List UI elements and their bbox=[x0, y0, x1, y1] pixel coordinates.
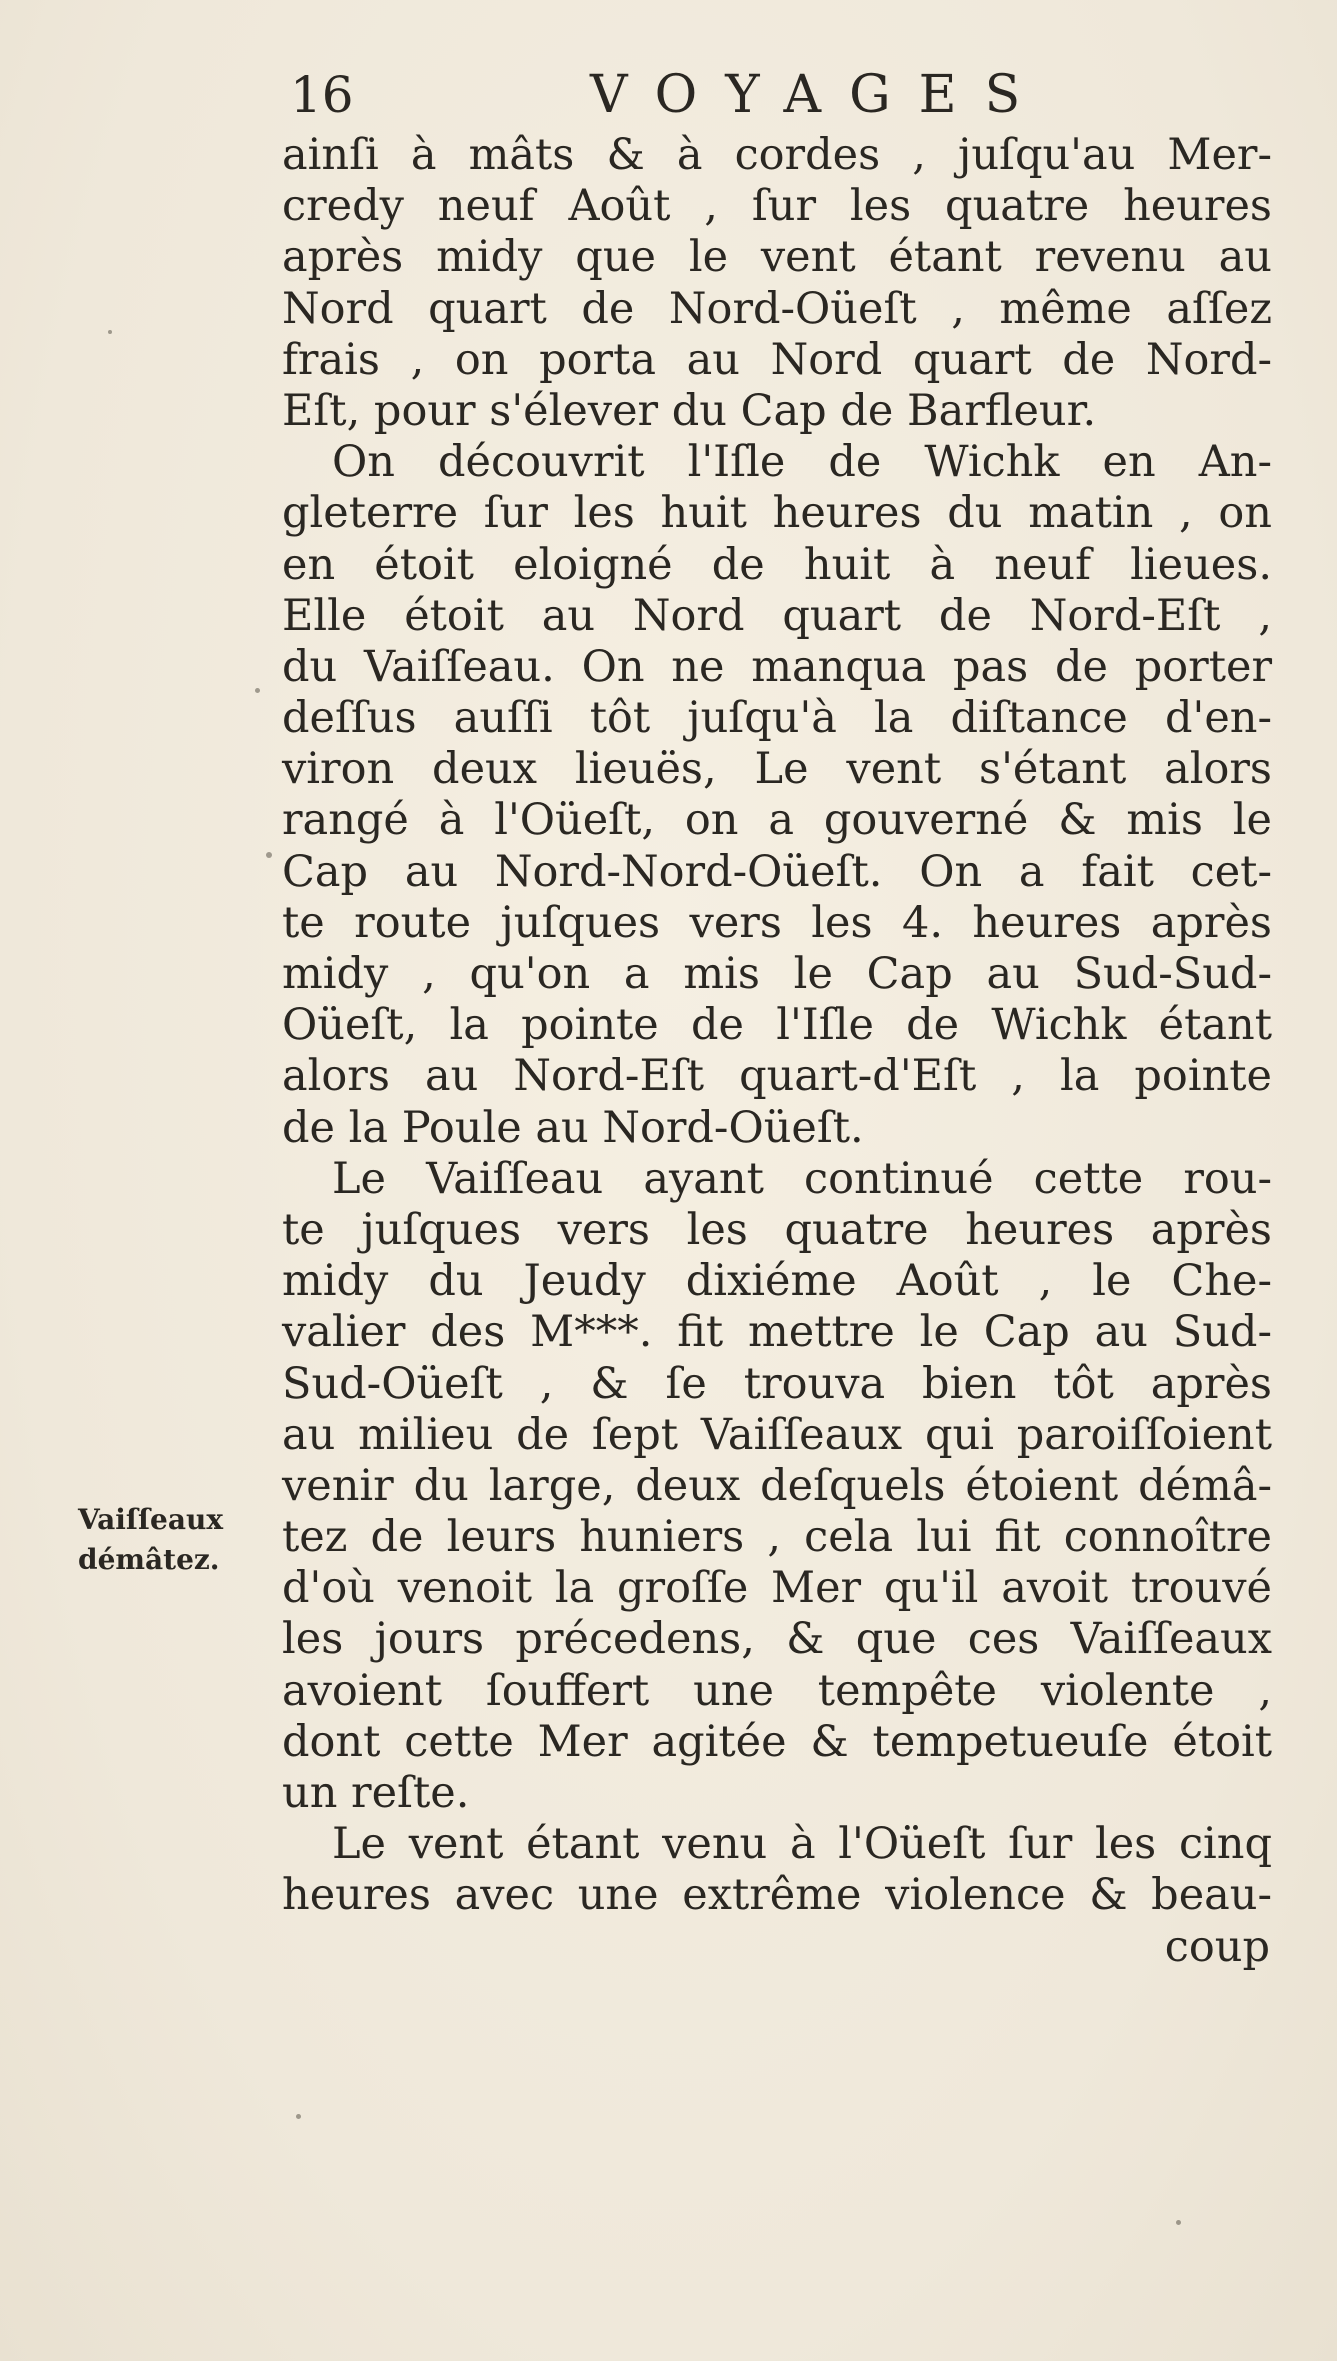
text-line: Le Vaiſſeau ayant continué cette rou- bbox=[332, 1153, 1272, 1204]
paper-speck bbox=[108, 330, 112, 334]
text-line: Le vent étant venu à l'Oüeſt ſur les cinq bbox=[332, 1819, 1272, 1870]
margin-note-line: démâtez. bbox=[78, 1543, 220, 1576]
margin-note-line: Vaiſſeaux bbox=[78, 1503, 224, 1536]
text-line: Eſt, pour s'élever du Cap de Barfleur. bbox=[282, 385, 1097, 436]
text-line: gleterre ſur les huit heures du matin , on bbox=[282, 488, 1272, 539]
body-text bbox=[282, 130, 1272, 1973]
text-line: Elle étoit au Nord quart de Nord-Eſt , bbox=[282, 590, 1272, 641]
text-line: rangé à l'Oüeſt, on a gouverné & mis le bbox=[282, 795, 1272, 846]
text-line: venir du large, deux deſquels étoient démâ- bbox=[282, 1460, 1272, 1511]
running-head bbox=[290, 60, 1049, 130]
text-line: dont cette Mer agitée & tempetueuſe étoit bbox=[282, 1716, 1272, 1767]
text-line: On découvrit l'Iſle de Wichk en An- bbox=[332, 437, 1272, 488]
text-line: midy du Jeudy dixiéme Août , le Che- bbox=[282, 1256, 1272, 1307]
margin-note bbox=[78, 1500, 278, 1580]
text-line: d'où venoit la groſſe Mer qu'il avoit trouvé bbox=[282, 1563, 1272, 1614]
text-line: du Vaiſſeau. On ne manqua pas de porter bbox=[282, 641, 1272, 692]
text-line: deſſus auſſi tôt juſqu'à la diſtance d'en- bbox=[282, 693, 1272, 744]
text-line: un reſte. bbox=[282, 1768, 470, 1818]
text-line: heures avec une extrême violence & beau- bbox=[282, 1870, 1272, 1921]
text-line: tez de leurs huniers , cela lui fit connoître bbox=[282, 1512, 1272, 1563]
text-line: te route juſques vers les 4. heures après bbox=[282, 897, 1272, 948]
text-line: les jours précedens, & que ces Vaiſſeaux bbox=[282, 1614, 1272, 1665]
text-line: credy neuf Août , ſur les quatre heures bbox=[282, 181, 1272, 232]
running-title: VOYAGES bbox=[590, 65, 1049, 125]
catchword: coup bbox=[1164, 1921, 1270, 1972]
text-line: Sud-Oüeſt , & ſe trouva bien tôt après bbox=[282, 1358, 1272, 1409]
text-line: Nord quart de Nord-Oüeſt , même aſſez bbox=[282, 283, 1272, 334]
text-line: Oüeſt, la pointe de l'Iſle de Wichk étant bbox=[282, 1000, 1272, 1051]
text-line: midy , qu'on a mis le Cap au Sud-Sud- bbox=[282, 949, 1272, 999]
text-line: après midy que le vent étant revenu au bbox=[282, 232, 1272, 283]
text-line: alors au Nord-Eſt quart-d'Eſt , la pointe bbox=[282, 1051, 1272, 1102]
text-line: Cap au Nord-Nord-Oüeſt. On a fait cet- bbox=[282, 846, 1272, 897]
text-line: frais , on porta au Nord quart de Nord- bbox=[282, 334, 1272, 385]
page-number: 16 bbox=[290, 66, 354, 124]
text-line: valier des M***. fit mettre le Cap au Sud- bbox=[282, 1307, 1272, 1358]
text-line: au milieu de ſept Vaiſſeaux qui paroiſſoient bbox=[282, 1409, 1272, 1460]
text-line: ainſi à mâts & à cordes , juſqu'au Mer- bbox=[282, 130, 1272, 180]
paper-speck bbox=[296, 2114, 301, 2119]
text-line: de la Poule au Nord-Oüeſt. bbox=[282, 1102, 864, 1153]
text-line: avoient ſouffert une tempête violente , bbox=[282, 1665, 1272, 1716]
text-line: te juſques vers les quatre heures après bbox=[282, 1204, 1272, 1255]
text-line: viron deux lieuës, Le vent s'étant alors bbox=[282, 744, 1272, 795]
text-line: en étoit eloigné de huit à neuf lieues. bbox=[282, 539, 1272, 590]
paper-speck bbox=[255, 688, 260, 693]
paper-speck bbox=[1176, 2220, 1181, 2225]
paper-speck bbox=[266, 852, 272, 858]
